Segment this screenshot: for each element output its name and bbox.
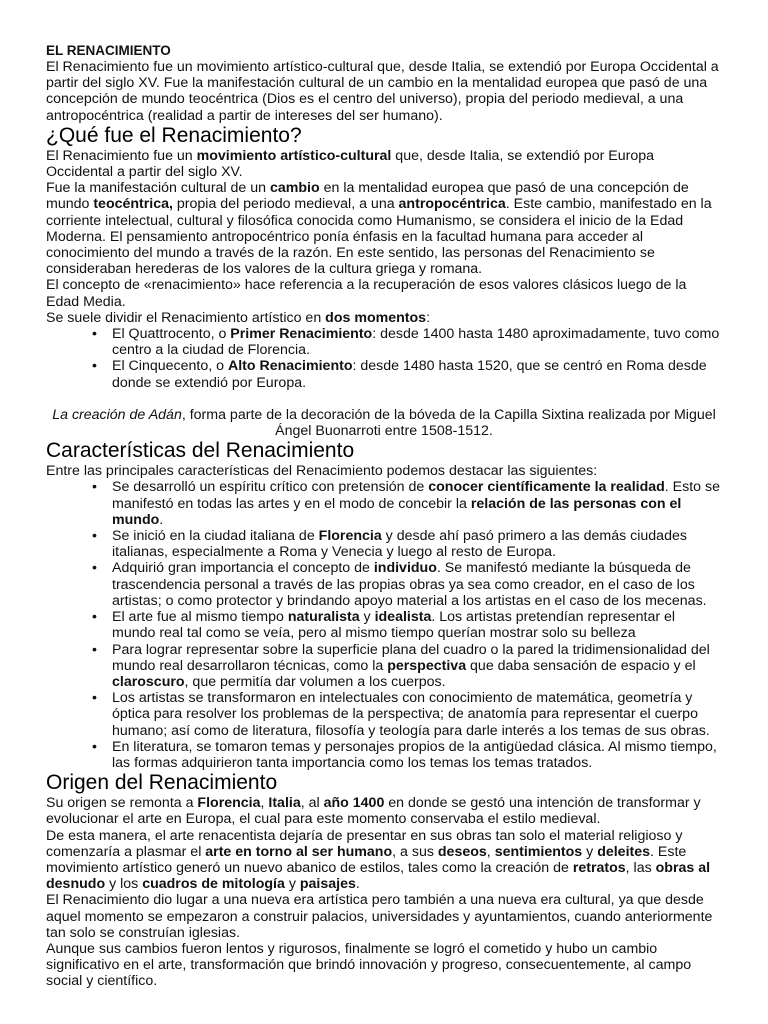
moments-list (46, 326, 722, 391)
list-item: • Los artistas se transformaron en intelectuales con conocimiento de matemática, geometría y óptica para resolver los problemas de la perspectiva; de anatomía para representar el cuerpo humano; así como de literatura, filosofía y teología para darle interés a los temas de sus obras. (112, 690, 722, 739)
intro-paragraph: El Renacimiento fue un movimiento artístico-cultural que, desde Italia, se extendió por Europa Occidental a partir del siglo XV. Fue la manifestación cultural de un cambio en la mentalidad europea que pasó de una concepción de mundo teocéntrica (Dios es el centro del universo), propia del periodo medieval, a una antropocéntrica (realidad a partir de intereses del ser humano). (46, 59, 719, 124)
list-item: • Se desarrolló un espíritu crítico con pretensión de conocer científicamente la realidad. Esto se manifestó en todas las artes y en el modo de concebir la relación de las personas con el mundo. (112, 479, 722, 528)
list-item: • Se inició en la ciudad italiana de Florencia y desde ahí pasó primero a las demás ciudades italianas, especialmente a Roma y Venecia y luego al resto de Europa. (112, 528, 722, 560)
list-item: • El arte fue al mismo tiempo naturalista y idealista. Los artistas pretendían representar el mundo real tal como se veía, pero al mismo tiempo querían mostrar solo su belleza (112, 609, 722, 641)
heading-origen: Origen del Renacimiento (46, 771, 278, 795)
list-item: • En literatura, se tomaron temas y personajes propios de la antigüedad clásica. Al mismo tiempo, las formas adquirieron tanta importancia como los temas los temas tratados. (112, 739, 722, 771)
s1-paragraph-4: Se suele dividir el Renacimiento artístico en dos momentos: (46, 309, 431, 326)
heading-que-fue: ¿Qué fue el Renacimiento? (46, 123, 302, 147)
heading-caracteristicas: Características del Renacimiento (46, 439, 355, 463)
list-item: • El Cinquecento, o Alto Renacimiento: desde 1480 hasta 1520, que se centró en Roma desde donde se extendió por Europa. (112, 358, 722, 390)
s3-paragraph-4: Aunque sus cambios fueron lentos y rigurosos, finalmente se logró el cometido y hubo un cambio significativo en el arte, transformación que brindó innovación y progreso, consecuentemente, al campo social y científico. (46, 940, 692, 990)
list-item: • Para lograr representar sobre la superficie plana del cuadro o la pared la tridimensionalidad del mundo real desarrollaron técnicas, como la perspectiva que daba sensación de espacio y el claroscuro, que permitía dar volumen a los cuerpos. (112, 642, 722, 691)
characteristics-list (46, 479, 722, 771)
s1-paragraph-1: El Renacimiento fue un movimiento artístico-cultural que, desde Italia, se extendió por Europa Occidental a partir del siglo XV. (46, 147, 655, 181)
list-item: • Adquirió gran importancia el concepto de individuo. Se manifestó mediante la búsqueda de trascendencia personal a través de las propias obras ya sea como creador, en el caso de los artistas; o como protector y brindando apoyo material a los artistas en el caso de los mecenas. (112, 560, 722, 609)
image-caption: La creación de Adán, forma parte de la decoración de la bóveda de la Capilla Sixtina realizada por Miguel Ángel Buonarroti entre 1508-1512. (52, 406, 716, 440)
list-item: • El Quattrocento, o Primer Renacimiento: desde 1400 hasta 1480 aproximadamente, tuvo como centro a la ciudad de Florencia. (112, 326, 722, 358)
s1-paragraph-3: El concepto de «renacimiento» hace referencia a la recuperación de esos valores clásicos luego de la Edad Media. (46, 277, 687, 310)
s2-intro: Entre las principales características del Renacimiento podemos destacar las siguientes: (46, 463, 598, 480)
s3-paragraph-1: Su origen se remonta a Florencia, Italia, al año 1400 en donde se gestó una intención de transformar y evolucionar el arte en Europa, el cual para este momento conservaba el estilo medieval. (46, 795, 701, 828)
s3-paragraph-3: El Renacimiento dio lugar a una nueva era artística pero también a una nueva era cultural, ya que desde aquel momento se empezaron a construir palacios, universidades y ayuntamientos, cuando anteriormente tan solo se construían iglesias. (46, 892, 713, 941)
s3-paragraph-2: De esta manera, el arte renacentista dejaría de presentar en sus obras tan solo el material religioso y comenzaría a plasmar el arte en torno al ser humano, a sus deseos, sentimientos y deleites. Este movimiento artístico generó un nuevo abanico de estilos, tales como la creación de retratos, las obras al desnudo y los cuadros de mitología y paisajes. (46, 827, 711, 893)
s1-paragraph-2: Fue la manifestación cultural de un cambio en la mentalidad europea que pasó de una concepción de mundo teocéntrica, propia del periodo medieval, a una antropocéntrica. Este cambio, manifestado en la corriente intelectual, cultural y filosófica conocida como Humanismo, se considera el inicio de la Edad Moderna. El pensamiento antropocéntrico ponía énfasis en la facultad humana para acceder al conocimiento del mundo a través de la razón. En este sentido, las personas del Renacimiento se consideraban herederas de los valores de la cultura griega y romana. (46, 180, 712, 278)
document-title: EL RENACIMIENTO (46, 43, 171, 58)
